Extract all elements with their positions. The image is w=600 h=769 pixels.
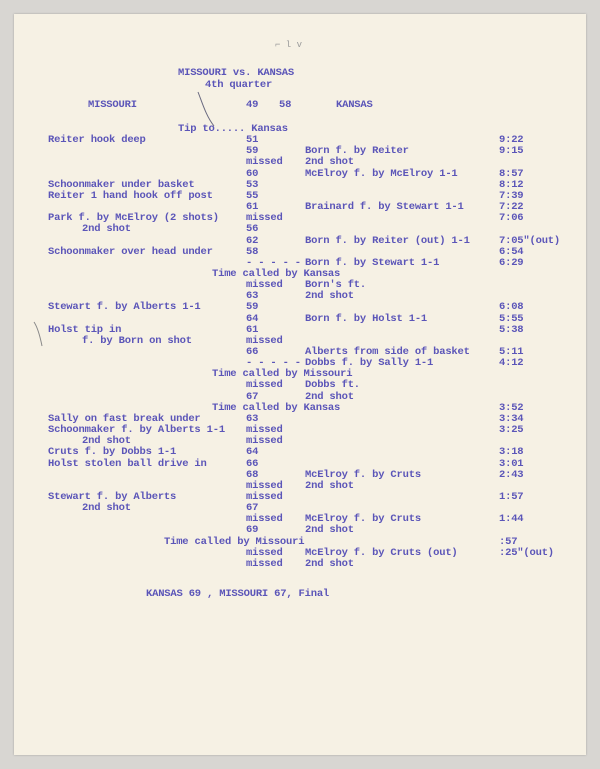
missouri-play-text: Holst stolen ball drive in — [48, 457, 207, 470]
kansas-play-text: Born f. by Stewart 1-1 — [305, 256, 440, 269]
kansas-play-text: Alberts from side of basket — [305, 346, 470, 358]
center-play-text: Tip to..... Kansas — [178, 123, 288, 135]
score-cell: missed — [246, 334, 283, 347]
kansas-play-text: Dobbs ft. — [305, 379, 360, 392]
time-cell: 9:15 — [499, 145, 524, 158]
time-cell: 3:25 — [499, 424, 524, 437]
missouri-play-text: Stewart f. by Alberts — [48, 490, 177, 503]
score-cell: - - - - - — [246, 357, 301, 370]
score-cell: 69 — [246, 524, 259, 537]
time-cell: 6:54 — [499, 245, 524, 258]
kansas-play-text: McElroy f. by Cruts — [305, 468, 421, 481]
missouri-play-text: Reiter hook deep — [48, 134, 146, 147]
time-cell: :25"(out) — [499, 546, 554, 559]
score-cell: 56 — [246, 223, 259, 236]
score-cell: missed — [246, 424, 283, 437]
time-cell: 5:11 — [499, 346, 524, 358]
missouri-play-text: 2nd shot — [82, 502, 131, 515]
kansas-play-text: Born's ft. — [305, 279, 367, 292]
time-cell: 2:43 — [499, 468, 524, 481]
time-cell: 6:29 — [499, 256, 524, 269]
score-cell: 67 — [246, 502, 259, 515]
missouri-play-text: Cruts f. by Dobbs 1-1 — [48, 446, 177, 459]
kansas-start-score: 58 — [279, 99, 292, 111]
time-cell: 7:39 — [499, 189, 524, 202]
time-cell: 7:05"(out) — [499, 234, 561, 247]
missouri-play-text: 2nd shot — [82, 435, 131, 448]
score-cell: 66 — [246, 457, 259, 470]
kansas-play-text: 2nd shot — [305, 557, 354, 570]
time-cell: 3:18 — [499, 446, 524, 459]
typed-page — [14, 14, 586, 755]
kansas-column-header: KANSAS — [336, 99, 373, 111]
time-cell: 4:12 — [499, 357, 524, 370]
missouri-play-text: Stewart f. by Alberts 1-1 — [48, 301, 201, 314]
time-cell: :57 — [499, 535, 518, 548]
missouri-play-text: Holst tip in — [48, 323, 122, 336]
score-cell: missed — [246, 379, 283, 392]
center-play-text: Time called by Kansas — [212, 401, 341, 414]
center-play-text: Time called by Kansas — [212, 267, 341, 280]
score-cell: 61 — [246, 323, 259, 336]
kansas-play-text: 2nd shot — [305, 290, 354, 303]
score-cell: missed — [246, 490, 283, 503]
score-cell: 66 — [246, 346, 259, 358]
pencil-mark: ⌐ l v — [275, 40, 303, 50]
score-cell: missed — [246, 546, 283, 559]
kansas-play-text: McElroy f. by Cruts (out) — [305, 546, 458, 559]
score-cell: missed — [246, 557, 283, 570]
time-cell: 5:38 — [499, 323, 524, 336]
time-cell: 1:57 — [499, 490, 524, 503]
page-title: MISSOURI vs. KANSAS — [178, 67, 294, 79]
kansas-play-text: 2nd shot — [305, 479, 354, 492]
score-cell: - - - - - — [246, 256, 301, 269]
kansas-play-text: 2nd shot — [305, 390, 354, 403]
time-cell: 1:44 — [499, 513, 524, 526]
score-cell: missed — [246, 479, 283, 492]
missouri-play-text: f. by Born on shot — [82, 334, 192, 347]
time-cell: 7:22 — [499, 201, 524, 214]
kansas-play-text: 2nd shot — [305, 524, 354, 537]
score-cell: 67 — [246, 390, 259, 403]
time-cell: 3:01 — [499, 457, 524, 470]
kansas-play-text: Born f. by Reiter (out) 1-1 — [305, 234, 470, 247]
time-cell: 8:57 — [499, 167, 524, 180]
score-cell: 61 — [246, 201, 259, 214]
kansas-play-text: McElroy f. by McElroy 1-1 — [305, 167, 458, 180]
center-play-text: Time called by Missouri — [164, 535, 305, 548]
pencil-bracket-mark — [30, 320, 50, 350]
time-cell: 3:34 — [499, 412, 524, 425]
kansas-play-text: Born f. by Holst 1-1 — [305, 312, 428, 325]
missouri-play-text: Schoonmaker f. by Alberts 1-1 — [48, 424, 225, 437]
time-cell: 5:55 — [499, 312, 524, 325]
time-cell: 6:08 — [499, 301, 524, 314]
missouri-play-text: Schoonmaker under basket — [48, 178, 195, 191]
kansas-play-text: 2nd shot — [305, 156, 354, 169]
score-cell: missed — [246, 435, 283, 448]
score-cell: 64 — [246, 312, 259, 325]
missouri-play-text: Schoonmaker over head under — [48, 245, 213, 258]
kansas-play-text: Born f. by Reiter — [305, 145, 409, 158]
score-cell: 59 — [246, 301, 259, 314]
score-cell: 59 — [246, 145, 259, 158]
missouri-play-text: Park f. by McElroy (2 shots) — [48, 212, 219, 225]
score-cell: missed — [246, 156, 283, 169]
score-cell: 58 — [246, 245, 259, 258]
score-cell: 53 — [246, 178, 259, 191]
kansas-play-text: McElroy f. by Cruts — [305, 513, 421, 526]
score-cell: 55 — [246, 189, 259, 202]
center-play-text: Time called by Missouri — [212, 368, 353, 381]
time-cell: 7:06 — [499, 212, 524, 225]
missouri-play-text: Reiter 1 hand hook off post — [48, 189, 213, 202]
kansas-play-text: Brainard f. by Stewart 1-1 — [305, 201, 464, 214]
score-cell: 63 — [246, 290, 259, 303]
score-cell: 60 — [246, 167, 259, 180]
missouri-column-header: MISSOURI — [88, 99, 137, 111]
score-cell: 62 — [246, 234, 259, 247]
page-subtitle: 4th quarter — [205, 79, 273, 91]
score-cell: 64 — [246, 446, 259, 459]
score-cell: 63 — [246, 412, 259, 425]
time-cell: 8:12 — [499, 178, 524, 191]
score-cell: missed — [246, 212, 283, 225]
score-cell: 51 — [246, 134, 259, 147]
final-score: KANSAS 69 , MISSOURI 67, Final — [146, 588, 330, 600]
time-cell: 9:22 — [499, 134, 524, 147]
missouri-start-score: 49 — [246, 99, 259, 111]
kansas-play-text: Dobbs f. by Sally 1-1 — [305, 357, 434, 370]
score-cell: missed — [246, 513, 283, 526]
score-cell: missed — [246, 279, 283, 292]
score-cell: 68 — [246, 468, 259, 481]
time-cell: 3:52 — [499, 401, 524, 414]
missouri-play-text: 2nd shot — [82, 223, 131, 236]
missouri-play-text: Sally on fast break under — [48, 412, 201, 425]
